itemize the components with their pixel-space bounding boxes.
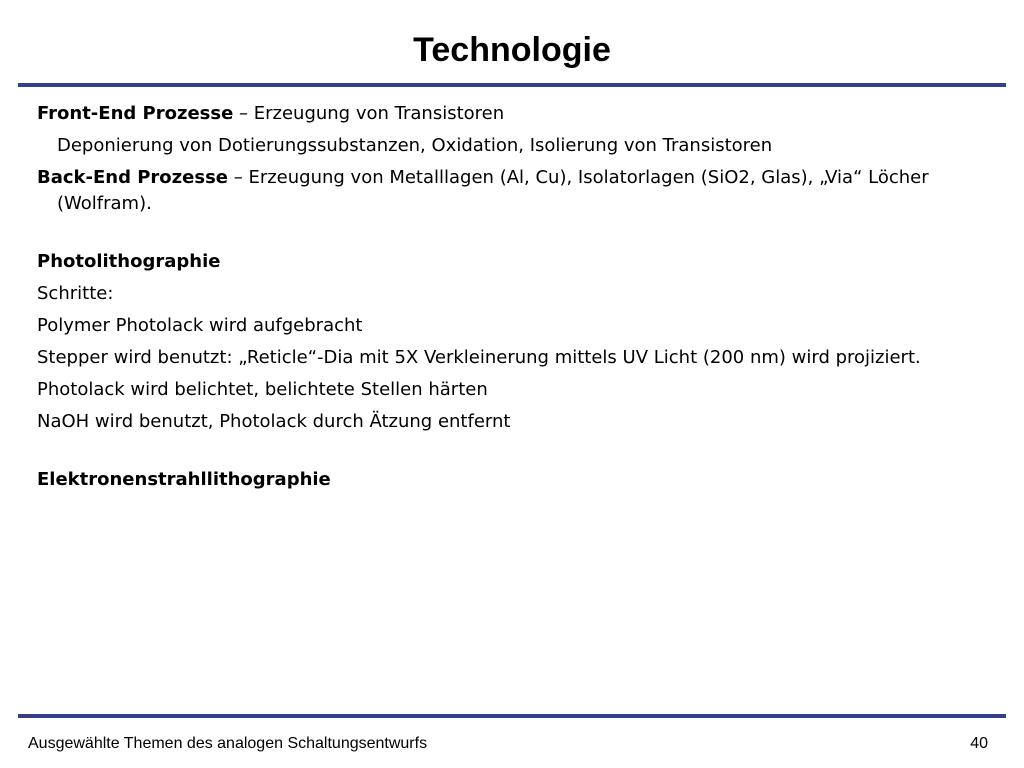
page-number: 40 xyxy=(970,735,988,752)
frontend-term: Front-End Prozesse xyxy=(37,103,234,124)
photolithography-step: Stepper wird benutzt: „Reticle“-Dia mit 5X Verkleinerung mittels UV Licht (200 nm) wird projiziert. xyxy=(37,347,921,368)
frontend-text: – Erzeugung von Transistoren xyxy=(233,103,505,124)
photolithography-step: Schritte: xyxy=(37,283,114,304)
frontend-paragraph xyxy=(37,101,987,127)
backend-term: Back-End Prozesse xyxy=(37,167,228,188)
slide-content xyxy=(37,101,987,499)
backend-text: – Erzeugung von Metalllagen (Al, Cu), Isolatorlagen (SiO2, Glas), „Via“ Löcher (Wolfram). xyxy=(57,167,929,214)
photolithography-step: Photolack wird belichtet, belichtete Stellen härten xyxy=(37,379,488,400)
backend-paragraph xyxy=(37,165,987,217)
title-divider xyxy=(18,83,1006,87)
photolithography-step: NaOH wird benutzt, Photolack durch Ätzung entfernt xyxy=(37,411,511,432)
photolithography-heading: Photolithographie xyxy=(37,251,221,272)
footer-course-title: Ausgewählte Themen des analogen Schaltungsentwurfs xyxy=(28,735,428,752)
ebeam-heading: Elektronenstrahllithographie xyxy=(37,469,331,490)
footer-divider xyxy=(18,714,1006,718)
photolithography-step: Polymer Photolack wird aufgebracht xyxy=(37,315,363,336)
slide-title: Technologie xyxy=(413,31,611,69)
frontend-detail: Deponierung von Dotierungssubstanzen, Oxidation, Isolierung von Transistoren xyxy=(57,135,773,156)
